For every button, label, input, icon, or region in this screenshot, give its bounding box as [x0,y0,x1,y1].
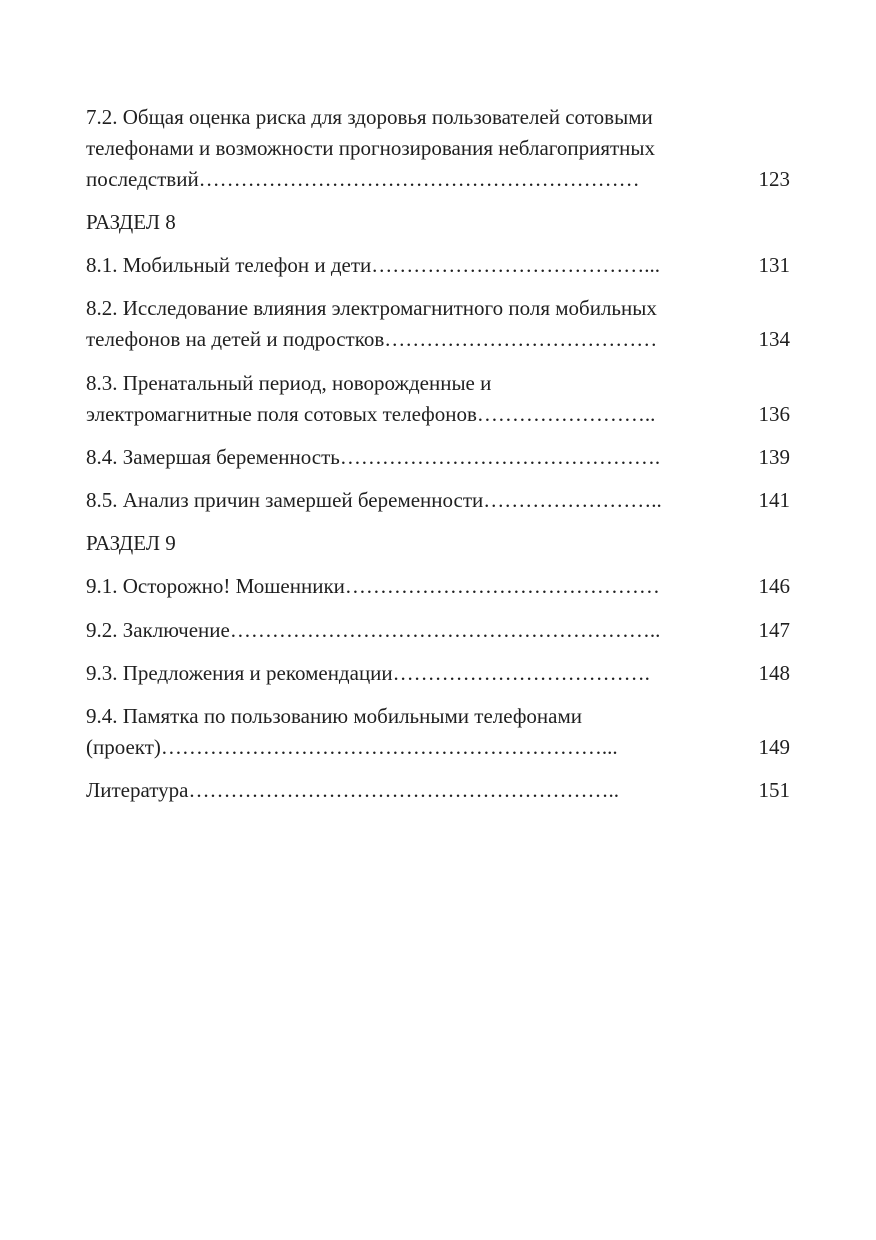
toc-entry-7-2 [86,102,790,195]
toc-entry-8-3 [86,368,790,430]
toc-entry-literature [86,775,790,806]
toc-page-number: 141 [758,488,790,512]
toc-page-number: 146 [758,574,790,598]
toc-entry-8-5 [86,485,790,516]
toc-entry-text: телефонов на детей и подростков………………………………… [86,327,658,351]
toc-entry-9-4 [86,701,790,763]
toc-entry-text: 8.2. Исследование влияния электромагнитного поля мобильных [86,296,657,320]
toc-entry-9-3 [86,658,790,689]
toc-entry-8-4 [86,442,790,473]
toc-page-number: 139 [758,445,790,469]
toc-entry-9-2 [86,615,790,646]
toc-entry-text: (проект)………………………………………………………... [86,735,618,759]
toc-entry-9-1 [86,571,790,602]
toc-page-number: 148 [758,661,790,685]
toc-entry-text: 7.2. Общая оценка риска для здоровья пользователей сотовыми [86,105,653,129]
toc-entry-text: 9.2. Заключение…………………………………………………….. [86,618,661,642]
toc-entry-text: 9.3. Предложения и рекомендации………………………………. [86,661,650,685]
toc-page-number: 147 [758,618,790,642]
toc-entry-text: 8.5. Анализ причин замершей беременности…………………….. [86,488,662,512]
toc-page-number: 136 [758,402,790,426]
section-heading-8: РАЗДЕЛ 8 [86,210,176,234]
toc-entry-text: 8.4. Замершая беременность………………………………………. [86,445,661,469]
toc-page-number: 134 [758,327,790,351]
toc-entry-8-1 [86,250,790,281]
toc-entry-text: 9.1. Осторожно! Мошенники……………………………………… [86,574,660,598]
toc-page-number: 149 [758,735,790,759]
toc-entry-text: телефонами и возможности прогнозирования неблагоприятных [86,136,656,160]
toc-entry-text: 9.4. Памятка по пользованию мобильными телефонами [86,704,583,728]
section-heading-9: РАЗДЕЛ 9 [86,531,176,555]
toc-entry-text: Литература…………………………………………………….. [86,778,619,802]
toc-entry-text: электромагнитные поля сотовых телефонов…………………….. [86,402,656,426]
toc-entry-text: последствий……………………………………………………… [86,167,640,191]
toc-page-number: 131 [758,253,790,277]
toc-page-number: 123 [758,167,790,191]
toc-entry-8-2 [86,293,790,355]
toc-page-number: 151 [758,778,790,802]
toc-entry-text: 8.3. Пренатальный период, новорожденные и [86,371,492,395]
toc-entry-text: 8.1. Мобильный телефон и дети…………………………………... [86,253,661,277]
